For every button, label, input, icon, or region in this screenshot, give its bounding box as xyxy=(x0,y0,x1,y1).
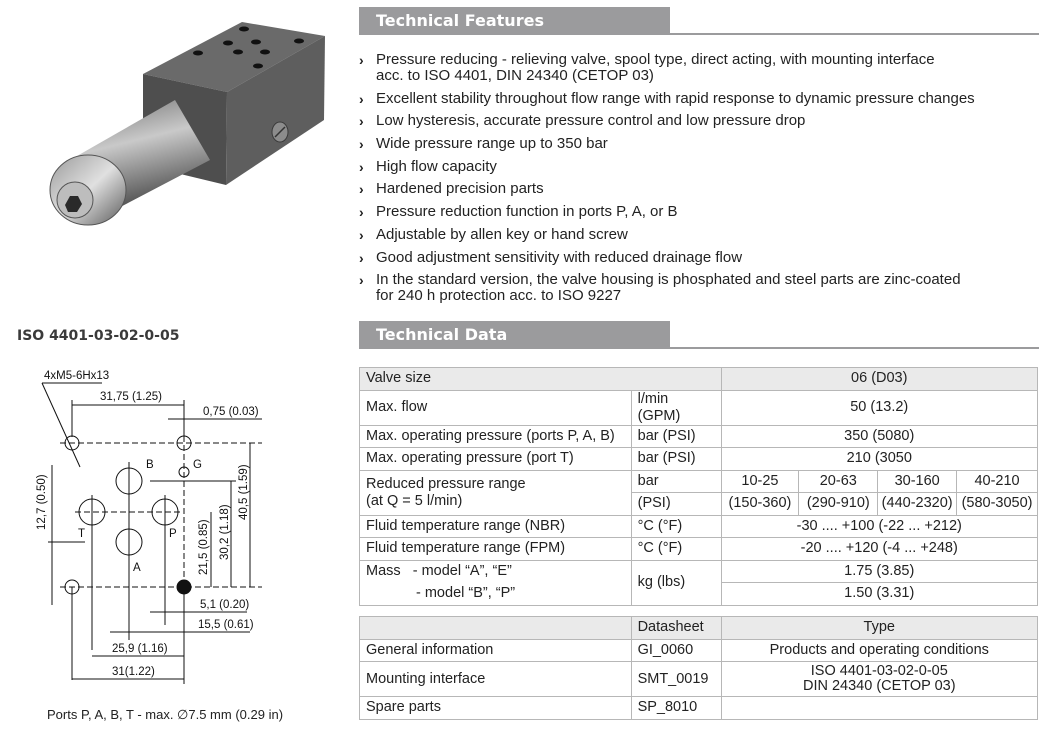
feature-item: › In the standard version, the valve housing is phosphated and steel parts are zinc-coated for 240 h protection acc. to ISO 9227 xyxy=(359,271,961,305)
table-header-row: Datasheet Type xyxy=(360,617,1038,640)
chevron-bullet-icon: › xyxy=(359,136,364,153)
datasheet-reference-table xyxy=(359,616,1038,720)
table-row: Reduced pressure range (at Q = 5 l/min) bar 10-25 20-63 30-160 40-210 xyxy=(360,470,1038,493)
svg-text:30,2 (1.18): 30,2 (1.18) xyxy=(219,504,231,560)
feature-item: › Good adjustment sensitivity with reduced drainage flow xyxy=(359,248,743,266)
chevron-bullet-icon: › xyxy=(359,181,364,198)
svg-text:0,75 (0.03): 0,75 (0.03) xyxy=(203,406,259,418)
technical-data-header xyxy=(359,321,1039,349)
feature-item: › High flow capacity xyxy=(359,157,497,175)
chevron-bullet-icon: › xyxy=(359,249,364,266)
table-row: - model “B”, “P” 1.50 (3.31) xyxy=(360,583,1038,606)
chevron-bullet-icon: › xyxy=(359,204,364,221)
table-row: Spare parts SP_8010 xyxy=(360,697,1038,720)
table-row: Fluid temperature range (NBR) °C (°F) -30 .... +100 (-22 ... +212) xyxy=(360,515,1038,538)
table-row: Max. flow l/min (GPM) 50 (13.2) xyxy=(360,390,1038,425)
chevron-bullet-icon: › xyxy=(359,52,364,68)
chevron-bullet-icon: › xyxy=(359,90,364,107)
mounting-interface-drawing xyxy=(20,360,320,700)
svg-text:12,7 (0.50): 12,7 (0.50) xyxy=(36,474,48,530)
ports-diameter-note: Ports P, A, B, T - max. ∅7.5 mm (0.29 in) xyxy=(47,707,284,722)
svg-text:B: B xyxy=(146,459,154,471)
svg-text:25,9 (1.16): 25,9 (1.16) xyxy=(112,643,168,655)
svg-text:P: P xyxy=(169,528,177,540)
svg-text:T: T xyxy=(78,528,86,540)
table-row: Valve size 06 (D03) xyxy=(360,368,1038,391)
table-row: Fluid temperature range (FPM) °C (°F) -20 .... +120 (-4 ... +248) xyxy=(360,538,1038,561)
technical-features-title: Technical Features xyxy=(359,7,670,35)
table-row: Mounting interface SMT_0019 ISO 4401-03-02-0-05 DIN 24340 (CETOP 03) xyxy=(360,662,1038,697)
table-row: General information GI_0060 Products and operating conditions xyxy=(360,639,1038,662)
technical-data-table xyxy=(359,367,1038,606)
svg-text:40,5 (1.59): 40,5 (1.59) xyxy=(238,464,250,520)
svg-text:31,75 (1.25): 31,75 (1.25) xyxy=(100,391,163,403)
technical-features-header xyxy=(359,7,1039,35)
table-row: Max. operating pressure (ports P, A, B) bar (PSI) 350 (5080) xyxy=(360,425,1038,448)
table-row: (PSI) (150-360) (290-910) (440-2320) (580-3050) xyxy=(360,493,1038,516)
chevron-bullet-icon: › xyxy=(359,226,364,243)
feature-item: › Hardened precision parts xyxy=(359,180,544,198)
feature-item: › Wide pressure range up to 350 bar xyxy=(359,135,608,153)
chevron-bullet-icon: › xyxy=(359,158,364,175)
chevron-bullet-icon: › xyxy=(359,113,364,130)
chevron-bullet-icon: › xyxy=(359,272,364,289)
iso-standard-title: ISO 4401-03-02-0-05 xyxy=(17,328,180,344)
feature-item: › Adjustable by allen key or hand screw xyxy=(359,225,628,243)
svg-text:15,5 (0.61): 15,5 (0.61) xyxy=(198,619,254,631)
svg-text:A: A xyxy=(133,562,141,574)
svg-text:G: G xyxy=(193,459,202,471)
table-row: Max. operating pressure (port T) bar (PSI) 210 (3050 xyxy=(360,448,1038,471)
valve-product-image xyxy=(0,0,350,230)
svg-text:21,5 (0.85): 21,5 (0.85) xyxy=(198,519,210,575)
feature-item: › Low hysteresis, accurate pressure control and low pressure drop xyxy=(359,112,806,130)
svg-text:31(1.22): 31(1.22) xyxy=(112,666,155,678)
features-list xyxy=(359,52,1045,311)
feature-item: › Excellent stability throughout flow range with rapid response to dynamic pressure changes xyxy=(359,89,975,107)
technical-data-title: Technical Data xyxy=(359,321,670,349)
feature-item: › Pressure reducing - relieving valve, spool type, direct acting, with mounting interface acc. to ISO 4401, DIN 24340 (CETOP 03) xyxy=(359,51,935,84)
svg-text:5,1 (0.20): 5,1 (0.20) xyxy=(200,599,250,611)
svg-text:4xM5-6Hx13: 4xM5-6Hx13 xyxy=(44,370,110,382)
feature-item: › Pressure reduction function in ports P, A, or B xyxy=(359,203,678,221)
table-row: Mass - model “A”, “E” kg (lbs) 1.75 (3.85) xyxy=(360,560,1038,583)
